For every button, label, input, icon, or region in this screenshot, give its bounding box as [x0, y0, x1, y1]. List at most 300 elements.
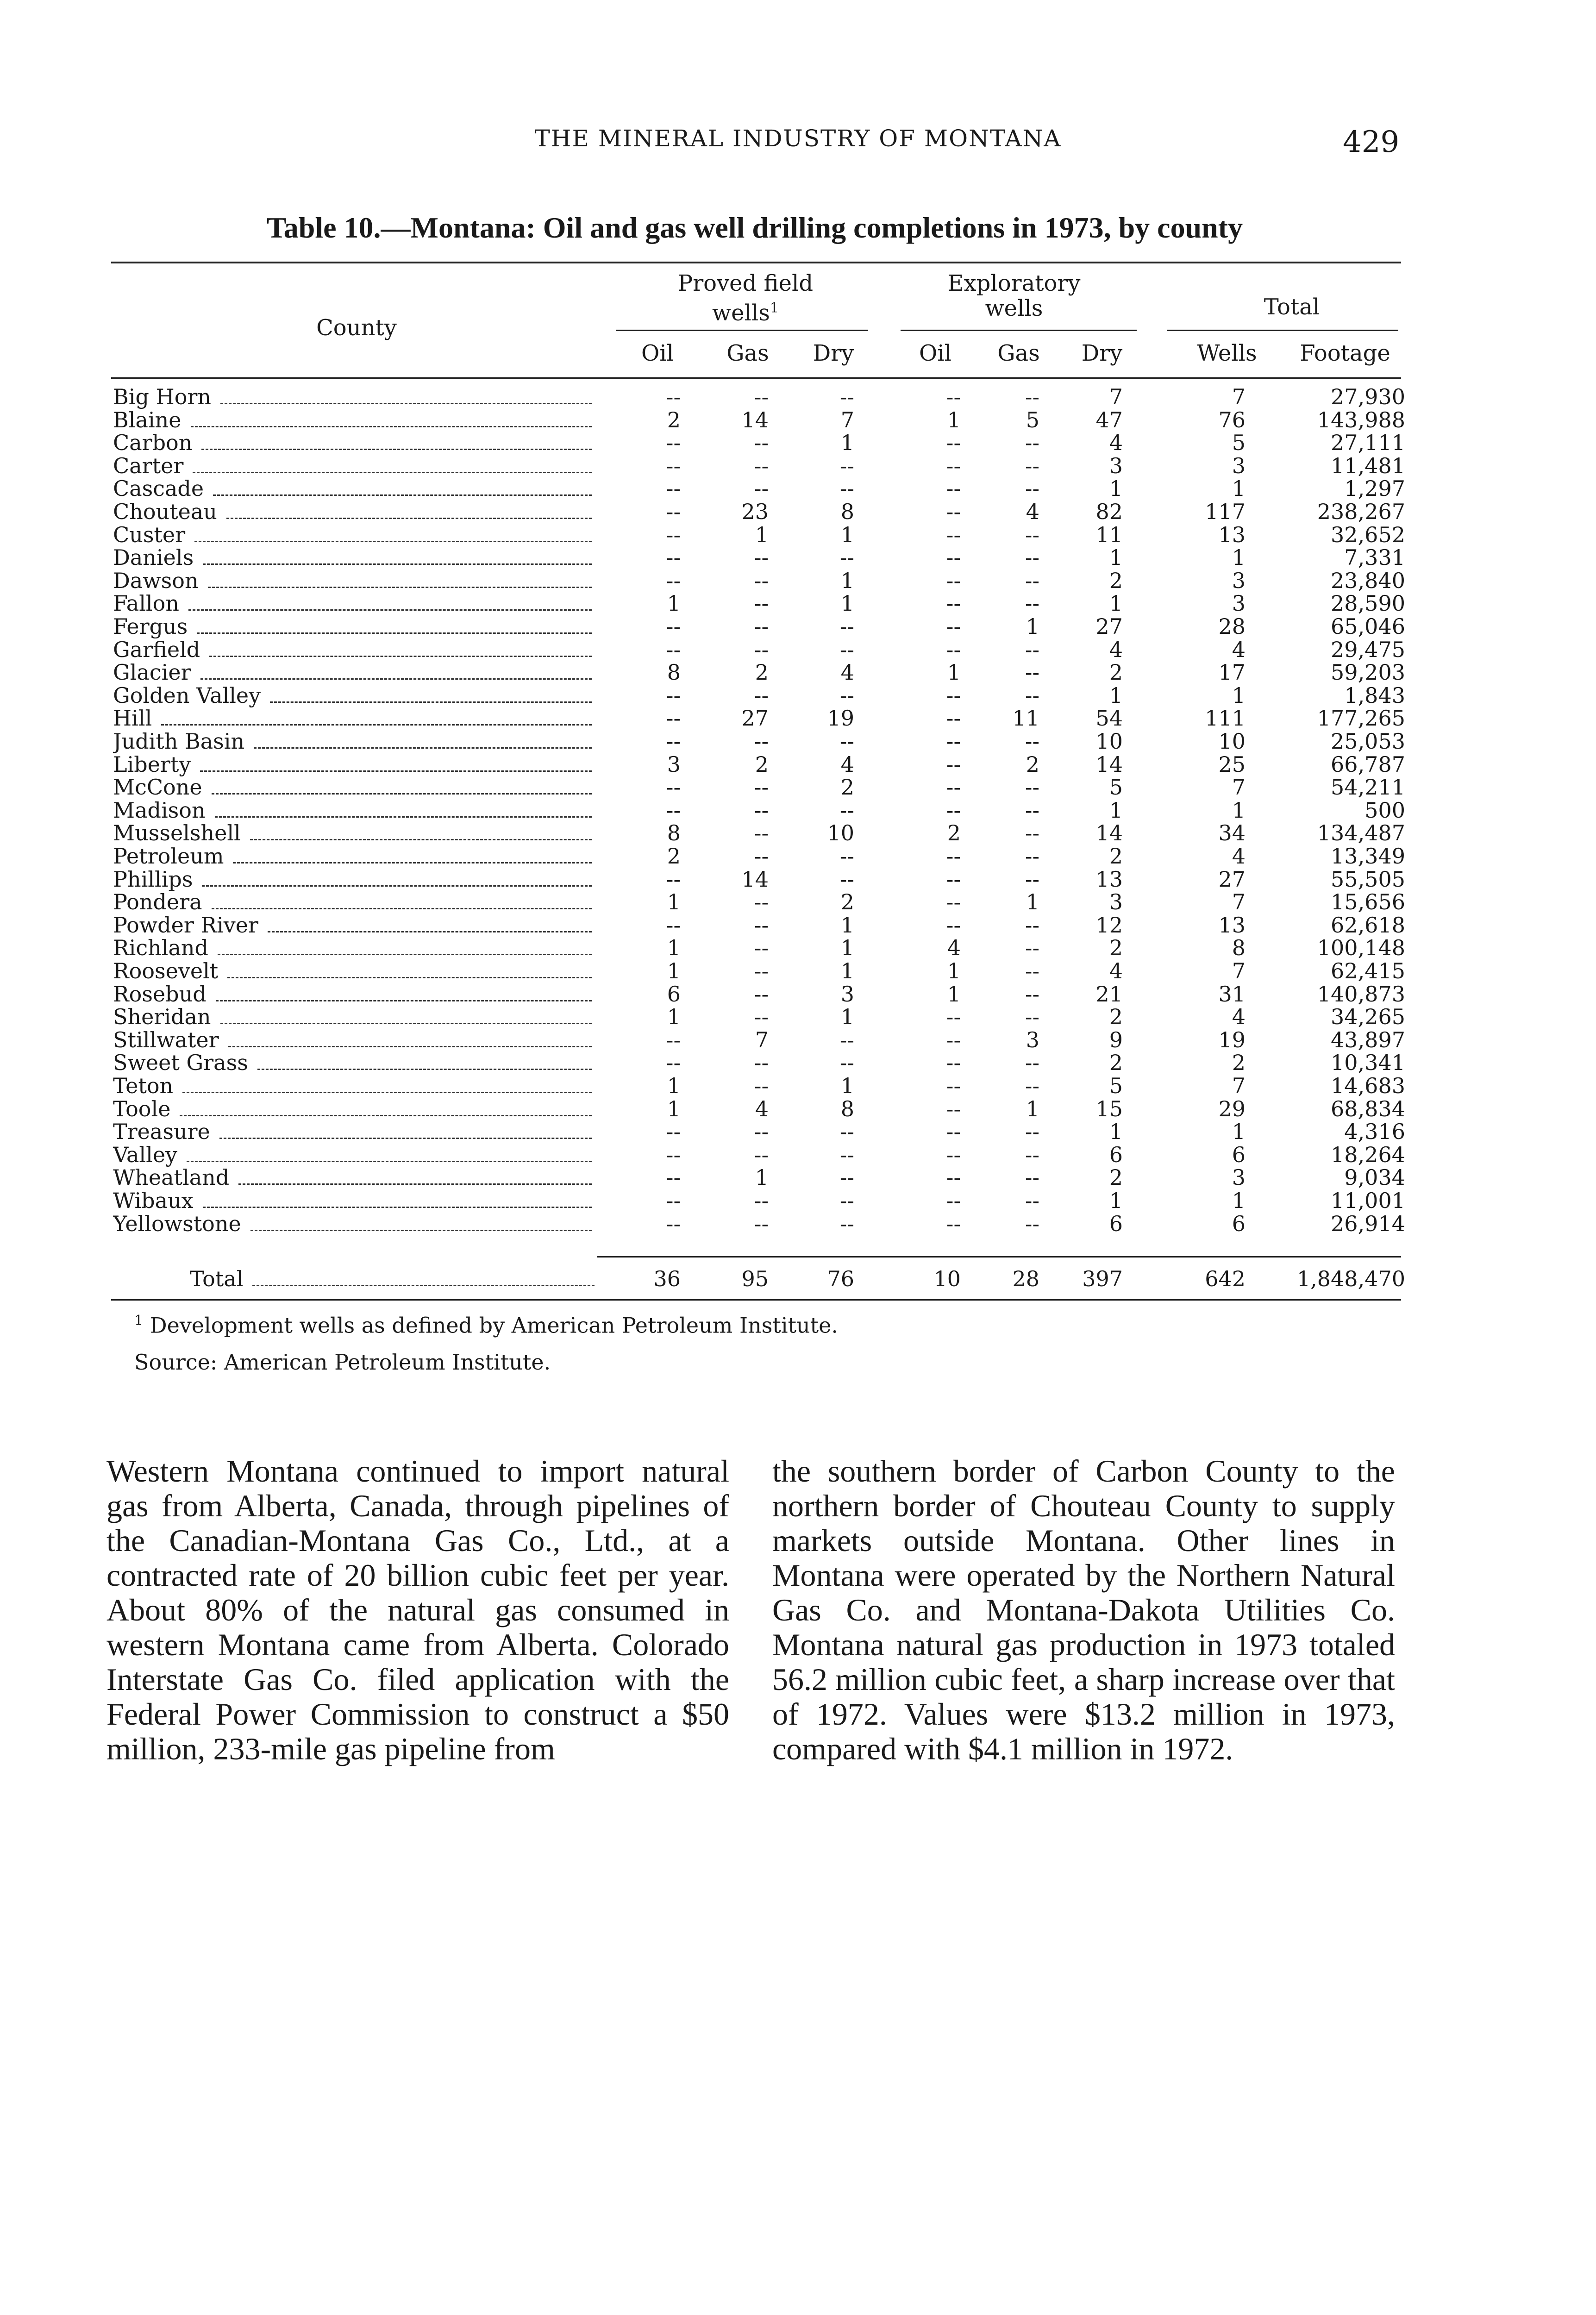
header-exploratory-line1: Exploratory: [947, 270, 1081, 296]
county-name: [113, 660, 595, 685]
county-label: Golden Valley: [113, 683, 261, 708]
cell-exploratory-dry: 2: [1109, 1004, 1123, 1029]
county-name: [113, 1142, 595, 1167]
cell-exploratory-oil: --: [946, 1119, 961, 1144]
county-label: Sweet Grass: [113, 1050, 248, 1075]
cell-exploratory-dry: 6: [1109, 1142, 1123, 1167]
cell-dry: 1: [840, 958, 854, 983]
dot-leader: [216, 1000, 592, 1001]
cell-gas: --: [754, 1142, 769, 1167]
county-name: [113, 706, 595, 731]
cell-oil: --: [666, 1027, 681, 1052]
cell-gas: --: [754, 820, 769, 845]
cell-oil: 6: [667, 982, 681, 1007]
cell-oil: 1: [667, 591, 681, 616]
cell-oil: --: [666, 568, 681, 593]
cell-exploratory-dry: 2: [1109, 660, 1123, 685]
county-name: [113, 1004, 595, 1029]
county-name: [113, 913, 595, 938]
cell-dry: --: [839, 1188, 854, 1213]
cell-wells: 8: [1232, 935, 1246, 960]
cell-exploratory-gas: 2: [1026, 752, 1039, 777]
cell-oil: --: [666, 775, 681, 800]
county-name: [113, 453, 595, 478]
header-proved-field-line1: Proved field: [677, 270, 814, 296]
county-label: Wibaux: [113, 1188, 194, 1213]
cell-oil: 1: [667, 889, 681, 914]
cell-dry: --: [839, 476, 854, 501]
header-total: Total: [1264, 294, 1320, 320]
cell-exploratory-oil: 4: [947, 935, 961, 960]
cell-exploratory-oil: --: [946, 1027, 961, 1052]
source-note: Source: American Petroleum Institute.: [134, 1350, 551, 1375]
cell-wells: 5: [1232, 430, 1246, 455]
county-name: [113, 1119, 595, 1144]
cell-exploratory-gas: --: [1025, 935, 1039, 960]
cell-exploratory-oil: 1: [947, 660, 961, 685]
cell-wells: 3: [1232, 1165, 1246, 1190]
cell-exploratory-gas: --: [1025, 1211, 1039, 1236]
cell-exploratory-dry: 11: [1095, 522, 1123, 547]
cell-exploratory-dry: 4: [1109, 637, 1123, 662]
footnote-text: Development wells as defined by American Petroleum Institute.: [150, 1313, 839, 1338]
cell-gas: 1: [755, 1165, 769, 1190]
cell-exploratory-gas: --: [1025, 1119, 1039, 1144]
cell-footage: 134,487: [1317, 820, 1405, 845]
cell-footage: 10,341: [1331, 1050, 1405, 1075]
cell-oil: 8: [667, 660, 681, 685]
dot-leader: [212, 908, 592, 909]
county-name: [113, 591, 595, 616]
cell-exploratory-dry: 10: [1095, 729, 1123, 754]
county-label: Valley: [113, 1142, 178, 1167]
county-name: [113, 982, 595, 1007]
cell-wells: 3: [1232, 568, 1246, 593]
dot-leader: [220, 403, 592, 404]
cell-wells: 31: [1218, 982, 1246, 1007]
footnote-ref: 1: [770, 300, 779, 316]
cell-footage: 13,349: [1331, 844, 1405, 869]
cell-gas: --: [754, 913, 769, 938]
cell-dry: --: [839, 867, 854, 892]
cell-dry: 4: [840, 752, 854, 777]
cell-oil: --: [666, 476, 681, 501]
cell-footage: 140,873: [1317, 982, 1405, 1007]
cell-gas: 14: [741, 407, 769, 432]
cell-wells: 3: [1232, 453, 1246, 478]
cell-wells: 76: [1218, 407, 1246, 432]
cell-exploratory-dry: 2: [1109, 1050, 1123, 1075]
cell-exploratory-gas: --: [1025, 1004, 1039, 1029]
county-name: [113, 683, 595, 708]
dot-leader: [270, 701, 592, 703]
county-label: Teton: [113, 1073, 174, 1098]
cell-gas: --: [754, 545, 769, 570]
cell-exploratory-oil: --: [946, 729, 961, 754]
cell-oil: 3: [667, 752, 681, 777]
total-wells: 642: [1205, 1266, 1246, 1291]
county-label: Judith Basin: [113, 729, 245, 754]
total-exploratory-oil: 10: [933, 1266, 961, 1291]
dot-leader: [180, 1115, 592, 1116]
dot-leader: [201, 449, 592, 450]
cell-wells: 1: [1232, 1188, 1246, 1213]
cell-gas: --: [754, 637, 769, 662]
cell-exploratory-oil: --: [946, 683, 961, 708]
cell-dry: --: [839, 453, 854, 478]
cell-wells: 4: [1232, 1004, 1246, 1029]
cell-gas: --: [754, 1119, 769, 1144]
county-label: Yellowstone: [113, 1211, 241, 1236]
county-label: Madison: [113, 798, 206, 823]
cell-wells: 7: [1232, 775, 1246, 800]
county-label: Dawson: [113, 568, 199, 593]
cell-gas: --: [754, 384, 769, 409]
cell-exploratory-dry: 6: [1109, 1211, 1123, 1236]
cell-exploratory-gas: --: [1025, 844, 1039, 869]
cell-dry: --: [839, 1119, 854, 1144]
dot-leader: [238, 1183, 592, 1185]
cell-footage: 500: [1364, 798, 1405, 823]
cell-gas: --: [754, 1004, 769, 1029]
county-name: [113, 384, 595, 409]
cell-footage: 9,034: [1344, 1165, 1405, 1190]
total-oil: 36: [653, 1266, 681, 1291]
dot-leader: [257, 1069, 592, 1070]
cell-exploratory-dry: 1: [1109, 591, 1123, 616]
cell-oil: --: [666, 430, 681, 455]
cell-dry: --: [839, 798, 854, 823]
cell-footage: 29,475: [1331, 637, 1405, 662]
cell-gas: --: [754, 453, 769, 478]
cell-wells: 1: [1232, 683, 1246, 708]
footnote-marker: 1: [134, 1313, 144, 1329]
cell-gas: --: [754, 430, 769, 455]
cell-exploratory-oil: --: [946, 798, 961, 823]
cell-dry: 1: [840, 1073, 854, 1098]
cell-dry: 3: [840, 982, 854, 1007]
cell-exploratory-dry: 21: [1095, 982, 1123, 1007]
cell-footage: 62,415: [1331, 958, 1405, 983]
cell-exploratory-oil: --: [946, 889, 961, 914]
cell-oil: --: [666, 1165, 681, 1190]
county-name: [113, 1165, 595, 1190]
cell-footage: 28,590: [1331, 591, 1405, 616]
cell-exploratory-oil: --: [946, 568, 961, 593]
cell-wells: 19: [1218, 1027, 1246, 1052]
dot-leader: [161, 724, 592, 726]
cell-exploratory-gas: --: [1025, 798, 1039, 823]
cell-gas: 27: [741, 706, 769, 731]
cell-dry: 4: [840, 660, 854, 685]
cell-oil: --: [666, 913, 681, 938]
cell-exploratory-dry: 3: [1109, 453, 1123, 478]
cell-oil: --: [666, 798, 681, 823]
cell-dry: --: [839, 1211, 854, 1236]
cell-footage: 143,988: [1317, 407, 1405, 432]
dot-leader: [226, 518, 592, 519]
county-name: [113, 545, 595, 570]
cell-exploratory-gas: --: [1025, 913, 1039, 938]
cell-exploratory-gas: --: [1025, 775, 1039, 800]
cell-dry: 19: [827, 706, 854, 731]
cell-dry: 1: [840, 913, 854, 938]
cell-exploratory-gas: 4: [1026, 499, 1039, 524]
running-head: THE MINERAL INDUSTRY OF MONTANA: [534, 125, 1062, 152]
dot-leader: [215, 816, 592, 818]
header-oil-exploratory: Oil: [919, 340, 952, 366]
cell-dry: --: [839, 1050, 854, 1075]
cell-exploratory-dry: 27: [1095, 614, 1123, 639]
county-name: [113, 522, 595, 547]
cell-wells: 6: [1232, 1142, 1246, 1167]
header-gas: Gas: [726, 340, 769, 366]
cell-footage: 1,297: [1344, 476, 1405, 501]
cell-exploratory-dry: 5: [1109, 775, 1123, 800]
cell-oil: --: [666, 453, 681, 478]
cell-footage: 11,001: [1331, 1188, 1405, 1213]
table-top-rule: [111, 262, 1401, 263]
cell-footage: 27,111: [1331, 430, 1405, 455]
dot-leader: [250, 839, 592, 840]
cell-exploratory-gas: 5: [1026, 407, 1039, 432]
cell-footage: 26,914: [1331, 1211, 1405, 1236]
county-name: [113, 1096, 595, 1121]
cell-exploratory-oil: --: [946, 1188, 961, 1213]
header-county: County: [316, 315, 397, 341]
dot-leader: [200, 678, 592, 680]
cell-exploratory-gas: --: [1025, 1050, 1039, 1075]
cell-gas: --: [754, 958, 769, 983]
cell-gas: --: [754, 1050, 769, 1075]
cell-oil: --: [666, 683, 681, 708]
cell-dry: 1: [840, 568, 854, 593]
cell-exploratory-gas: --: [1025, 476, 1039, 501]
cell-exploratory-oil: --: [946, 637, 961, 662]
cell-exploratory-dry: 12: [1095, 913, 1123, 938]
dot-leader: [228, 1046, 592, 1047]
cell-oil: 1: [667, 1073, 681, 1098]
cell-exploratory-dry: 4: [1109, 430, 1123, 455]
cell-exploratory-gas: --: [1025, 430, 1039, 455]
cell-footage: 14,683: [1331, 1073, 1405, 1098]
header-wells: Wells: [1197, 340, 1257, 366]
cell-exploratory-dry: 1: [1109, 1119, 1123, 1144]
cell-exploratory-dry: 2: [1109, 1165, 1123, 1190]
cell-wells: 1: [1232, 545, 1246, 570]
cell-oil: --: [666, 1119, 681, 1144]
cell-exploratory-gas: --: [1025, 660, 1039, 685]
cell-oil: --: [666, 637, 681, 662]
county-label: Stillwater: [113, 1027, 219, 1052]
cell-gas: --: [754, 982, 769, 1007]
cell-dry: --: [839, 637, 854, 662]
cell-gas: --: [754, 935, 769, 960]
dot-leader: [218, 954, 592, 955]
cell-exploratory-gas: --: [1025, 982, 1039, 1007]
dot-leader: [233, 862, 592, 863]
cell-wells: 7: [1232, 958, 1246, 983]
cell-exploratory-oil: --: [946, 499, 961, 524]
cell-exploratory-oil: --: [946, 1096, 961, 1121]
cell-oil: 8: [667, 820, 681, 845]
county-name: [113, 729, 595, 754]
dot-leader: [213, 494, 592, 496]
cell-wells: 1: [1232, 476, 1246, 501]
header-gas-exploratory: Gas: [997, 340, 1040, 366]
cell-dry: --: [839, 683, 854, 708]
dot-leader: [188, 609, 592, 611]
cell-exploratory-gas: --: [1025, 1073, 1039, 1098]
cell-gas: --: [754, 889, 769, 914]
dot-leader: [191, 426, 592, 427]
paragraph-right-column: the southern border of Carbon County to the northern border of Chouteau County to supply markets outside Montana. Other lines in Montana were operated by the Northern Natural Gas Co. and Montana-Dakota Utilities Co. Montana natural gas production in 1973 totaled 56.2 million cubic feet, a sharp increase over that of 1972. Values were $13.2 million in 1973, compared with $4.1 million in 1972.: [772, 1453, 1395, 1766]
dot-leader: [193, 472, 592, 473]
cell-exploratory-gas: 1: [1026, 1096, 1039, 1121]
total-top-rule: [597, 1256, 1401, 1258]
cell-exploratory-oil: --: [946, 752, 961, 777]
cell-footage: 23,840: [1331, 568, 1405, 593]
cell-oil: 1: [667, 1004, 681, 1029]
cell-dry: --: [839, 545, 854, 570]
county-label: Wheatland: [113, 1165, 230, 1190]
cell-oil: 1: [667, 935, 681, 960]
header-exploratory: [894, 271, 1134, 321]
cell-exploratory-oil: 1: [947, 407, 961, 432]
cell-gas: --: [754, 614, 769, 639]
cell-wells: 13: [1218, 913, 1246, 938]
cell-oil: --: [666, 384, 681, 409]
cell-exploratory-oil: --: [946, 867, 961, 892]
cell-gas: --: [754, 798, 769, 823]
county-name: [113, 867, 595, 892]
cell-exploratory-dry: 54: [1095, 706, 1123, 731]
cell-exploratory-gas: --: [1025, 958, 1039, 983]
cell-dry: 1: [840, 935, 854, 960]
cell-wells: 1: [1232, 1119, 1246, 1144]
county-name: [113, 752, 595, 777]
dot-leader: [202, 885, 592, 887]
cell-exploratory-gas: --: [1025, 729, 1039, 754]
cell-dry: --: [839, 384, 854, 409]
county-label: Garfield: [113, 637, 200, 662]
cell-exploratory-oil: 2: [947, 820, 961, 845]
cell-gas: 23: [741, 499, 769, 524]
cell-exploratory-dry: 1: [1109, 476, 1123, 501]
cell-exploratory-dry: 1: [1109, 798, 1123, 823]
cell-exploratory-oil: --: [946, 1004, 961, 1029]
county-name: [113, 844, 595, 869]
county-name: [113, 935, 595, 960]
dot-leader: [203, 563, 592, 565]
cell-exploratory-dry: 15: [1095, 1096, 1123, 1121]
header-oil: Oil: [641, 340, 674, 366]
cell-oil: --: [666, 867, 681, 892]
cell-gas: --: [754, 1188, 769, 1213]
county-label: Cascade: [113, 476, 204, 501]
total-exploratory-dry: 397: [1082, 1266, 1123, 1291]
cell-exploratory-oil: --: [946, 1050, 961, 1075]
county-name: [113, 958, 595, 983]
cell-oil: --: [666, 499, 681, 524]
cell-gas: --: [754, 476, 769, 501]
cell-exploratory-gas: --: [1025, 820, 1039, 845]
cell-wells: 27: [1218, 867, 1246, 892]
cell-gas: 7: [755, 1027, 769, 1052]
cell-exploratory-dry: 13: [1095, 867, 1123, 892]
cell-footage: 68,834: [1331, 1096, 1405, 1121]
county-label: McCone: [113, 775, 202, 800]
cell-footage: 177,265: [1317, 706, 1405, 731]
cell-wells: 6: [1232, 1211, 1246, 1236]
header-bottom-rule: [111, 377, 1401, 379]
cell-footage: 34,265: [1331, 1004, 1405, 1029]
cell-dry: --: [839, 1142, 854, 1167]
cell-gas: 4: [755, 1096, 769, 1121]
header-proved-field: [616, 271, 875, 325]
total-label-text: Total: [190, 1266, 244, 1291]
cell-footage: 55,505: [1331, 867, 1405, 892]
county-name: [113, 775, 595, 800]
cell-wells: 17: [1218, 660, 1246, 685]
footnote: [134, 1313, 838, 1338]
cell-dry: --: [839, 614, 854, 639]
county-label: Liberty: [113, 752, 191, 777]
cell-gas: --: [754, 775, 769, 800]
cell-exploratory-dry: 14: [1095, 752, 1123, 777]
cell-wells: 1: [1232, 798, 1246, 823]
cell-exploratory-gas: --: [1025, 591, 1039, 616]
county-name: [113, 1073, 595, 1098]
county-name: [113, 637, 595, 662]
cell-exploratory-oil: --: [946, 775, 961, 800]
dot-leader: [220, 1023, 592, 1024]
cell-exploratory-dry: 7: [1109, 384, 1123, 409]
cell-footage: 66,787: [1331, 752, 1405, 777]
cell-gas: --: [754, 591, 769, 616]
page-number: 429: [1343, 125, 1400, 159]
cell-exploratory-oil: --: [946, 1142, 961, 1167]
county-name: [113, 889, 595, 914]
cell-gas: --: [754, 1211, 769, 1236]
total-label: [190, 1266, 597, 1291]
cell-exploratory-dry: 9: [1109, 1027, 1123, 1052]
dot-leader: [208, 587, 592, 588]
county-label: Rosebud: [113, 982, 207, 1007]
cell-gas: 2: [755, 752, 769, 777]
cell-exploratory-dry: 4: [1109, 958, 1123, 983]
county-label: Phillips: [113, 867, 193, 892]
cell-dry: 1: [840, 522, 854, 547]
cell-oil: 2: [667, 844, 681, 869]
county-name: [113, 820, 595, 845]
dot-leader: [209, 656, 592, 657]
header-dry-exploratory: Dry: [1081, 340, 1123, 366]
county-label: Hill: [113, 706, 152, 731]
cell-footage: 11,481: [1331, 453, 1405, 478]
cell-wells: 111: [1205, 706, 1246, 731]
cell-exploratory-dry: 1: [1109, 545, 1123, 570]
cell-exploratory-oil: --: [946, 706, 961, 731]
cell-exploratory-dry: 2: [1109, 568, 1123, 593]
cell-oil: --: [666, 706, 681, 731]
cell-exploratory-oil: --: [946, 614, 961, 639]
cell-exploratory-gas: --: [1025, 1142, 1039, 1167]
dot-leader: [212, 793, 592, 795]
cell-footage: 238,267: [1317, 499, 1405, 524]
cell-footage: 59,203: [1331, 660, 1405, 685]
cell-wells: 13: [1218, 522, 1246, 547]
